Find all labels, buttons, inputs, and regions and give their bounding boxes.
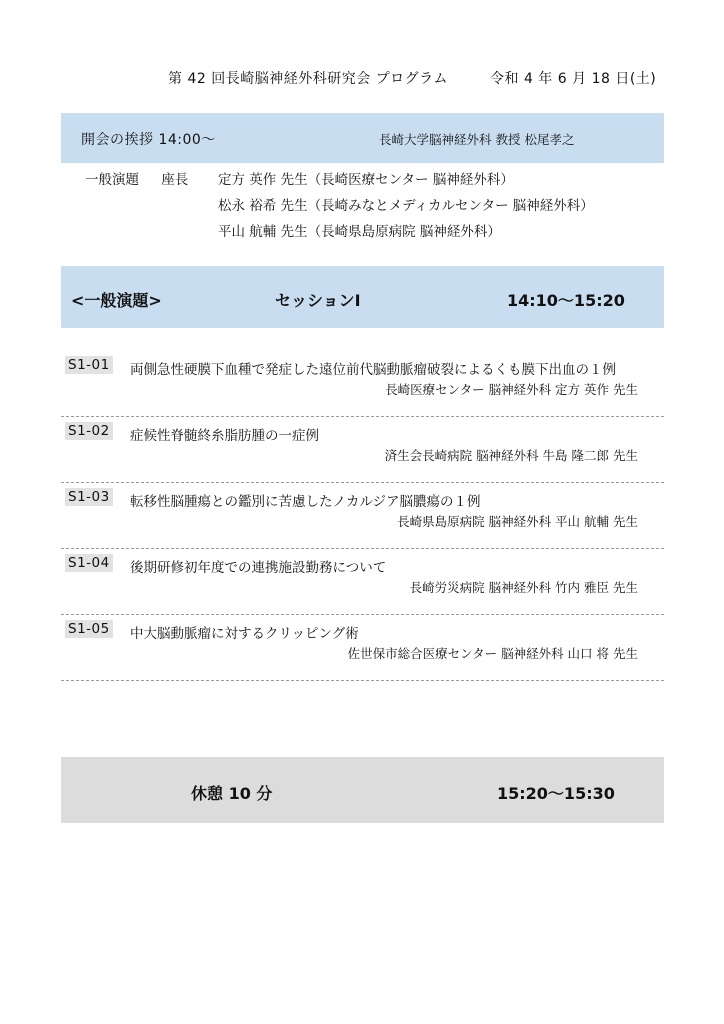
opening-speaker: 長崎大学脳神経外科 教授 松尾孝之 [379, 132, 575, 147]
program-title: 第 42 回長崎脳神経外科研究会 プログラム [168, 71, 449, 87]
chairs-label [85, 168, 206, 188]
chair-item: 定方 英作 先生（長崎医療センター 脳神経外科） [218, 172, 514, 188]
chair-item: 松永 裕希 先生（長崎みなとメディカルセンター 脳神経外科） [218, 198, 594, 214]
chair-item: 平山 航輔 先生（長崎県島原病院 脳神経外科） [218, 224, 501, 240]
document-header [0, 66, 724, 90]
talk-code: S1-02 [65, 422, 113, 440]
talk-item [61, 616, 664, 681]
talk-code: S1-03 [65, 488, 113, 506]
opening-remarks-banner [61, 113, 664, 163]
talk-title: 両側急性硬膜下血種で発症した遠位前代脳動脈瘤破裂によるくも膜下出血の１例 [130, 362, 616, 378]
talk-item [61, 484, 664, 549]
session-time: 14:10～15:20 [507, 291, 625, 310]
talk-code: S1-01 [65, 356, 113, 374]
session-label: <一般演題> [71, 291, 162, 310]
talk-item [61, 550, 664, 615]
talk-code: S1-04 [65, 554, 113, 572]
talk-title: 症候性脊髄終糸脂肪腫の一症例 [130, 428, 319, 444]
talk-item [61, 418, 664, 483]
talk-presenter: 長崎労災病院 脳神経外科 竹内 雅臣 先生 [409, 580, 638, 595]
session-banner [61, 266, 664, 328]
break-banner [61, 757, 664, 823]
talk-presenter: 長崎医療センター 脳神経外科 定方 英作 先生 [385, 382, 638, 397]
chairs-role: 座長 [161, 172, 189, 188]
talk-presenter: 佐世保市総合医療センター 脳神経外科 山口 将 先生 [347, 646, 638, 661]
talk-title: 転移性脳腫瘍との鑑別に苦慮したノカルジア脳膿瘍の１例 [130, 494, 481, 510]
talk-presenter: 済生会長崎病院 脳神経外科 牛島 隆二郎 先生 [384, 448, 638, 463]
talk-title: 中大脳動脈瘤に対するクリッピング術 [130, 626, 359, 642]
talk-code: S1-05 [65, 620, 113, 638]
chairs-category: 一般演題 [85, 172, 139, 188]
talk-presenter: 長崎県島原病院 脳神経外科 平山 航輔 先生 [397, 514, 638, 529]
break-time: 15:20～15:30 [497, 784, 615, 803]
break-label: 休憩 10 分 [191, 784, 273, 803]
opening-greeting: 開会の挨拶 14:00～ [81, 132, 216, 148]
talk-item [61, 352, 664, 417]
talk-title: 後期研修初年度での連携施設勤務について [130, 560, 387, 576]
program-date: 令和 4 年 6 月 18 日(土) [490, 71, 657, 87]
session-name: セッションⅠ [275, 291, 361, 310]
